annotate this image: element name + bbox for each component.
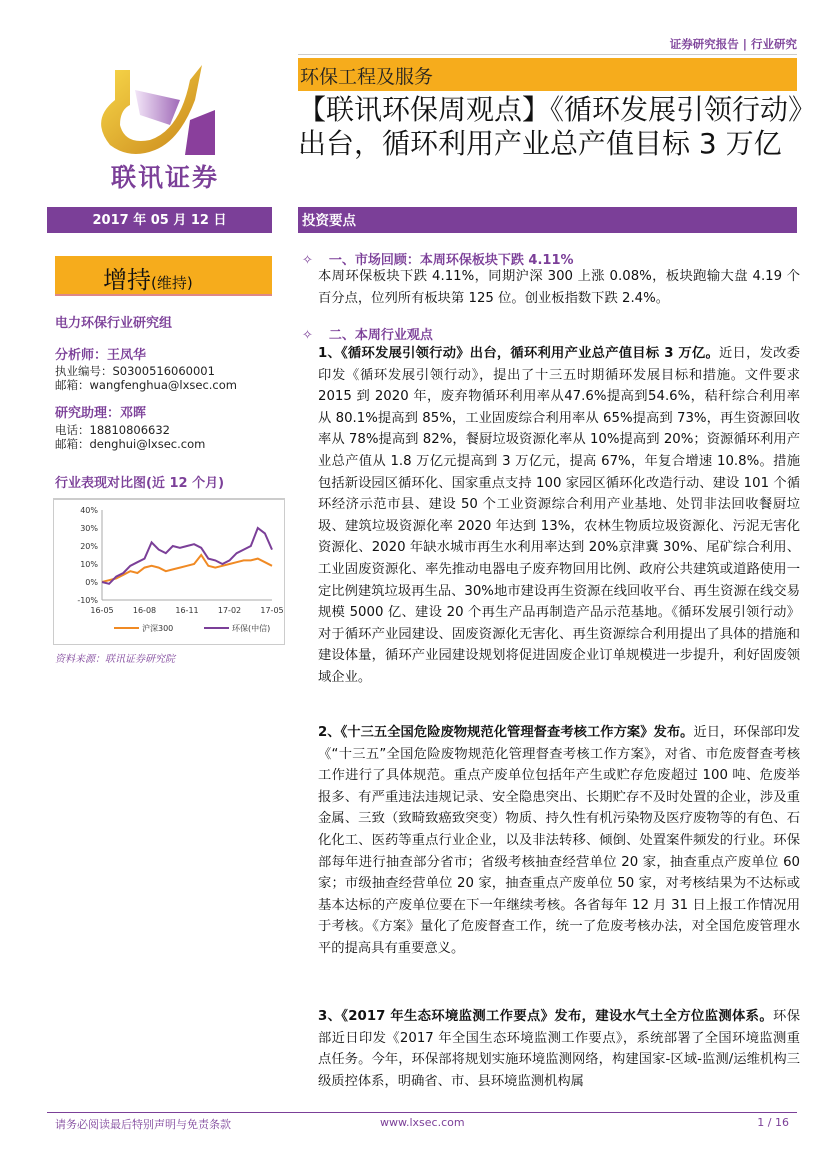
y-tick-label: 10% [80,560,98,569]
paragraph-1-text: 近日，发改委印发《循环发展引领行动》，提出了十三五时期循环发展目标和措施。文件要求2015 到 2020 年，废弃物循环利用率从47.6%提高到54.6%，秸秆综合利用率从 80.1%提高到 85%，工业固废综合利用率从 65%提高到 73%，再生资源回收率从 78%提高到 82%，餐厨垃圾资源化率从 10%提高到 20%；资源循环利用产业总产值从 1.8 万亿元提高到 3 万亿元，提高 67%，年复合增速 10.8%。措施包括新设园区循环化、国家重点支持 100 家园区循环化改造行动、建设 101 个循环经济示范市县、建设 50 个工业资源综合利用产业基地、处罚非法回收餐厨垃圾、建筑垃圾资源化率 2020 年达到 13%，农林生物质垃圾资源化、污泥无害化资源化、2020 年缺水城市再生水利用率达到 20%京津冀 30%、尾矿综合利用、工业固废资源化、率先推动电器电子废弃物回用比例、政府公共建筑或道路使用一定比例建筑垃圾再生品、30%地市建设再生资源在线回收平台、再生资源在线交易规模 5000 亿、建设 20 个再生产品再制造产品示范基地。《循环发展引领行动》对于循环产业园建设、固废资源化无害化、再生资源综合利用提出了具体的措施和建设体量，循环产业园建设规划将促进固废企业订单规模进一步提升，利好固废领域企业。 [318,346,801,685]
assistant-phone: 电话：18810806632 [55,423,170,437]
report-type: 证券研究报告 | 行业研究 [669,37,797,51]
assistant-name: 研究助理：邓晖 [55,406,147,421]
y-tick-label: -10% [77,596,98,605]
company-name: 联讯证券 [110,163,219,192]
paragraph-1 [318,343,800,689]
paragraph-3 [318,1006,800,1092]
report-date: 2017 年 05 月 12 日 [47,207,272,233]
chart-source: 资料来源：联讯证券研究院 [55,654,175,665]
legend-label: 环保(中信) [232,624,271,633]
performance-chart [53,498,285,645]
x-tick-label: 17-05 [260,606,284,615]
footer-website[interactable]: www.lxsec.com [380,1116,465,1129]
y-tick-label: 40% [80,506,98,515]
chart-title: 行业表现对比图(近 12 个月) [55,476,225,491]
x-tick-label: 16-08 [132,606,157,615]
rating-badge [55,256,272,296]
paragraph-1-lead: 1、《循环发展引领行动》出台，循环利用产业总产值目标 3 万亿。 [318,346,719,361]
team-name: 电力环保行业研究组 [55,316,173,331]
footer-divider [47,1112,797,1113]
section-views-title [302,324,433,343]
divider [298,54,797,55]
diamond-icon: ✧ [302,328,313,343]
chart-svg [54,500,284,645]
x-tick-label: 16-11 [175,606,199,615]
x-tick-label: 16-05 [90,606,114,615]
series-line [102,528,272,584]
industry-category: 环保工程及服务 [298,58,797,91]
y-tick-label: 0% [85,578,98,587]
diamond-icon: ✧ [302,253,313,268]
y-tick-label: 20% [80,542,98,551]
rating-sub: (维持) [151,274,193,292]
legend-label: 沪深300 [142,624,174,633]
analyst-email[interactable]: 邮箱：wangfenghua@lxsec.com [55,378,237,392]
paragraph-3-text: 环保部近日印发《2017 年全国生态环境监测工作要点》，系统部署了全国环境监测重点任务。今年，环保部将规划实施环境监测网络，构建国家-区域-监测/运维机构三级质控体系，明确省、市、县环境监测机构属 [318,1009,800,1089]
paragraph-2-lead: 2、《十三五全国危险废物规范化管理督查考核工作方案》发布。 [318,725,694,740]
paragraph-2-text: 近日，环保部印发《“十三五”全国危险废物规范化管理督查考核工作方案》，对省、市危废督查考核工作进行了具体规范。重点产废单位包括年产生或贮存危废超过 100 吨、危废举报多、有严重违法违规记录、安全隐患突出、长期贮存不及时处置的企业，涉及重金属、三致（致畸致癌致突变）物质、持久性有机污染物及医疗废物等的有色、石化化工、医药等重点行业企业，以及非法转移、倾倒、处置案件频发的行业。环保部每年进行抽查部分省市；省级考核抽查经营单位 20 家，抽查重点产废单位 60 家；市级抽查经营单位 20 家，抽查重点产废单位 50 家，对考核结果为不达标或基本达标的产废单位要在下一年继续考核。各省每年 12 月 31 日上报工作情况用于考核。《方案》量化了危废督查工作，统一了危废考核办法，对全国危废管理水平的提高具有重要意义。 [318,725,800,956]
paragraph-2 [318,722,800,960]
heading-text: 二、本周行业观点 [328,328,433,343]
report-title: 【联讯环保周观点】《循环发展引领行动》出台，循环利用产业总产值目标 3 万亿 [298,93,803,160]
paragraph-3-lead: 3、《2017 年生态环境监测工作要点》发布，建设水气土全方位监测体系。 [318,1009,774,1024]
page-number: 1 / 16 [757,1116,789,1129]
x-tick-label: 17-02 [217,606,242,615]
y-tick-label: 30% [80,524,98,533]
analyst-license: 执业编号：S0300516060001 [55,364,215,378]
heading-text: 一、市场回顾：本周环保板块下跌 4.11% [328,253,574,268]
market-review-body: 本周环保板块下跌 4.11%，同期沪深 300 上涨 0.08%，板块跑输大盘 4.19 个百分点，位列所有板块第 125 位。创业板指数下跌 2.4%。 [318,269,800,306]
footer-disclaimer[interactable]: 请务必阅读最后特别声明与免责条款 [55,1118,231,1131]
assistant-email[interactable]: 邮箱：denghui@lxsec.com [55,437,206,451]
rating-main: 增持 [103,266,151,294]
section-title: 投资要点 [298,207,797,233]
analyst-name: 分析师：王凤华 [55,348,147,363]
